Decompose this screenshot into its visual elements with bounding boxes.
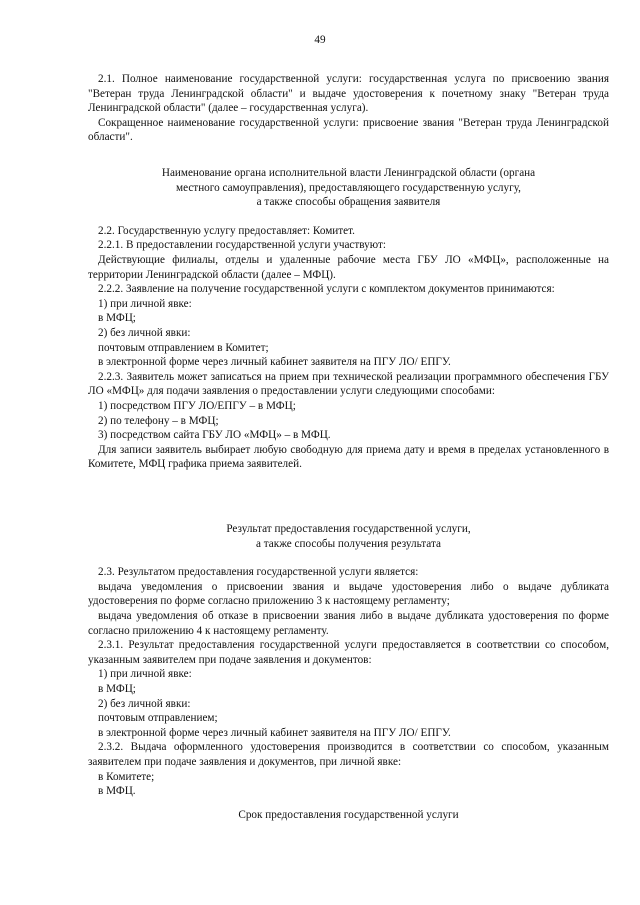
section-2-3-p5: 2.3.2. Выдача оформленного удостоверения производится в соответствии со способом, указанным заявителем при подаче заявления и документов, при личной явке: (88, 741, 609, 768)
list-item: в Комитете; (98, 770, 155, 783)
section-2-3-p3: выдача уведомления об отказе в присвоении звания либо в выдаче дубликата удостоверения по форме согласно приложению 4 к настоящему регламенту. (88, 609, 609, 637)
heading-authority-line-3: а также способы обращения заявителя (256, 196, 441, 209)
term-heading-block (88, 808, 609, 823)
list-item: 2) по телефону – в МФЦ; (98, 414, 219, 427)
list-item: 2) без личной явки: (98, 326, 191, 339)
heading-term: Срок предоставления государственной услуги (238, 809, 459, 821)
section-2-2-p1: 2.2. Государственную услугу предоставляет: Комитет. (98, 224, 355, 237)
section-2-2-p3: Действующие филиалы, отделы и удаленные рабочие места ГБУ ЛО «МФЦ», расположенные на территории Ленинградской области (далее – МФЦ). (88, 253, 609, 281)
list-item: в электронной форме через личный кабинет заявителя на ПГУ ЛО/ ЕПГУ. (98, 726, 451, 739)
section-2-2-p4: 2.2.2. Заявление на получение государственной услуги с комплектом документов принимаются: (98, 283, 555, 296)
list-item: в МФЦ; (98, 682, 136, 695)
list-item: почтовым отправлением; (98, 712, 218, 725)
list-item: 3) посредством сайта ГБУ ЛО «МФЦ» – в МФЦ. (98, 429, 331, 442)
list-item: 1) посредством ПГУ ЛО/ЕПГУ – в МФЦ; (98, 399, 296, 412)
heading-authority-line-1: Наименование органа исполнительной власти Ленинградской области (органа (161, 167, 536, 179)
section-2-3-p2: выдача уведомления о присвоении звания и выдаче удостоверения либо о выдаче дубликата удостоверения по форме согласно приложению 3 к настоящему регламенту; (88, 580, 609, 608)
full-name-paragraph: 2.1. Полное наименование государственной услуги: государственная услуга по присвоению звания "Ветеран труда Ленинградской области" и выдаче удостоверения к почетному знаку "Ветеран труда Ленинградской области" (далее – государственная услуга). (88, 73, 609, 115)
section-2-2-p6: Для записи заявитель выбирает любую свободную для приема дату и время в пределах установленного в Комитете, МФЦ графика приема заявителей. (88, 443, 609, 471)
section-2-2-p5: 2.2.3. Заявитель может записаться на прием при технической реализации программного обеспечения ГБУ ЛО «МФЦ» для подачи заявления о предоставлении услуги следующими способами: (88, 370, 609, 398)
section-2-3-p4: 2.3.1. Результат предоставления государственной услуги предоставляется в соответствии со способом, указанным заявителем при подаче заявления и документов: (88, 639, 609, 666)
short-name-paragraph: Сокращенное наименование государственной услуги: присвоение звания "Ветеран труда Ленинградской области". (88, 116, 609, 144)
list-item: 2) без личной явки: (98, 697, 191, 710)
page-number: 49 (314, 34, 326, 46)
heading-authority-line-2: местного самоуправления), предоставляющего государственную услугу, (176, 181, 521, 194)
section-2-3-p1: 2.3. Результатом предоставления государственной услуги является: (98, 566, 419, 579)
section-2-3-block (88, 522, 609, 799)
list-item: 1) при личной явке: (98, 297, 192, 310)
section-2-2-block (88, 166, 609, 472)
heading-result-line-1: Результат предоставления государственной услуги, (226, 523, 471, 535)
list-item: почтовым отправлением в Комитет; (98, 341, 269, 354)
list-item: 1) при личной явке: (98, 668, 192, 681)
heading-result-line-2: а также способы получения результата (256, 537, 441, 550)
list-item: в МФЦ; (98, 312, 136, 325)
list-item: в электронной форме через личный кабинет заявителя на ПГУ ЛО/ ЕПГУ. (98, 356, 451, 369)
section-2-2-p2: 2.2.1. В предоставлении государственной услуги участвуют: (98, 239, 386, 252)
section-2-1 (88, 72, 609, 145)
list-item: в МФЦ. (98, 785, 136, 798)
